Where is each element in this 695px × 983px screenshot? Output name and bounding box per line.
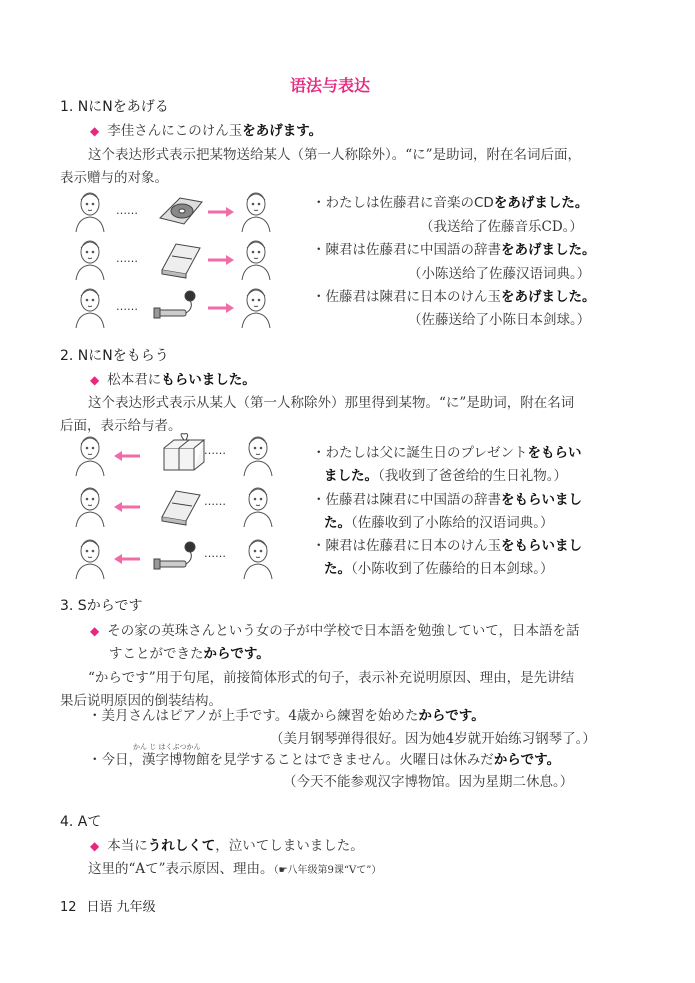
page-footer [60,896,166,915]
translation-line: （佐藤送给了小陈日本剑球。） [408,312,591,328]
arrow-left-icon [114,554,140,564]
example-line: ・わたしは父に誕生日のプレゼントをもらい [312,445,582,461]
illustration-svg [68,535,298,581]
explanation-line: 后面，表示给与者。 [60,418,182,434]
example-line: ・陳君は佐藤君に中国語の辞書をあげました。 [312,242,596,258]
example-text: 李佳さんにこのけん玉 [107,123,243,139]
illustration-row [68,236,298,282]
person-icon [76,241,104,280]
example-line: ・わたしは佐藤君に音楽のCDをあげました。 [312,195,589,211]
example-line: ・美月さんはピアノが上手です。4歳から練習を始めたからです。 [88,708,485,724]
example-line: ・佐藤君は陳君に中国語の辞書をもらいまし [312,492,582,508]
explanation-line: 这个表达形式表示把某物送给某人（第一人称除外）。“に”是助词，附在名词后面， [88,147,582,163]
explanation-line: 这个表达形式表示从某人（第一人称除外）那里得到某物。“に”是助词，附在名词 [88,395,575,411]
arrow-right-icon [208,303,234,313]
illustration-row [68,284,298,330]
person-icon [244,437,272,476]
explanation-line: 果后说明原因的倒装结构。 [60,693,222,709]
cross-reference: （☛八年级第9课“Vて”） [273,865,382,876]
person-icon [242,193,270,232]
illustration-row [68,432,298,478]
translation-line: （小陈送给了佐藤汉语词典。） [408,266,591,282]
example-emphasis: をあげます。 [242,123,323,139]
example-line: た。（小陈收到了佐藤给的日本剑球。） [324,561,554,577]
example-sentence-4: ◆ 本当にうれしくて，泣いてしまいました。 [90,838,364,854]
illustration-svg [68,236,298,282]
illustration-row [68,535,298,581]
diamond-bullet-icon: ◆ [90,124,100,138]
ellipsis-dots: …… [116,252,138,265]
example-sentence-1 [90,119,322,139]
person-icon [76,193,104,232]
person-icon [244,488,272,527]
illustration-row [68,188,298,234]
example-line: た。（佐藤收到了小陈给的汉语词典。） [324,515,554,531]
person-icon [76,437,104,476]
arrow-left-icon [114,451,140,461]
page-title: 语法与表达 [289,76,370,95]
example-sentence-3: ◆ その家の英珠さんという女の子が中学校で日本語を勉強していて，日本語を話 [90,623,580,639]
illustration-svg [68,432,298,478]
furigana: かん じ はくぶつかん [133,743,201,751]
section-heading-2: 2. NにNをもらう [60,348,169,364]
example-line: ・陳君は佐藤君に日本のけん玉をもらいまし [312,538,582,554]
section-heading-3: 3. Sからです [60,598,143,614]
person-icon [242,241,270,280]
arrow-left-icon [114,502,140,512]
translation-line: （我送给了佐藤音乐CD。） [420,219,583,235]
arrow-right-icon [208,207,234,217]
ellipsis-dots: …… [204,547,226,560]
dictionary-icon [162,244,200,278]
illustration-svg [68,188,298,234]
kendama-icon [154,542,195,569]
person-icon [76,488,104,527]
illustration-svg [68,483,298,529]
ellipsis-dots: …… [204,495,226,508]
page-number: 12 [60,900,77,915]
explanation-line: 这里的“Aて”表示原因、理由。（☛八年级第9课“Vて”） [88,861,382,877]
translation-line: （美月钢琴弹得很好。因为她4岁就开始练习钢琴了。） [270,731,596,747]
person-icon [76,289,104,328]
translation-line: （今天不能参观汉字博物馆。因为星期二休息。） [283,774,574,790]
section-heading-1: 1. NにNをあげる [60,99,169,115]
diamond-bullet-icon: ◆ [90,839,100,853]
ellipsis-dots: …… [116,204,138,217]
explanation-line: “からです”用于句尾，前接简体形式的句子，表示补充说明原因、理由，是先讲结 [88,670,575,686]
illustration-svg [68,284,298,330]
illustration-row [68,483,298,529]
person-icon [242,289,270,328]
section-heading-4: 4. Aて [60,814,102,830]
example-line: ・今日，漢字博物館を見学することはできません。火曜日は休みだからです。 [88,752,561,768]
diamond-bullet-icon: ◆ [90,373,100,387]
ellipsis-dots: …… [204,444,226,457]
person-icon [76,540,104,579]
person-icon [244,540,272,579]
arrow-right-icon [208,255,234,265]
explanation-line: 表示赠与的对象。 [60,170,168,186]
diamond-bullet-icon: ◆ [90,624,100,638]
gift-icon [164,434,204,470]
example-line: ました。（我收到了爸爸给的生日礼物。） [324,468,567,484]
kendama-icon [154,291,195,318]
dictionary-icon [162,491,200,525]
example-line: ・佐藤君は陳君に日本のけん玉をあげました。 [312,289,596,305]
example-sentence-2: ◆ 松本君にもらいました。 [90,372,256,388]
example-sentence-3-cont: すことができたからです。 [109,646,270,662]
ellipsis-dots: …… [116,300,138,313]
cd-icon [160,198,202,224]
book-title: 日语 九年级 [86,900,156,915]
